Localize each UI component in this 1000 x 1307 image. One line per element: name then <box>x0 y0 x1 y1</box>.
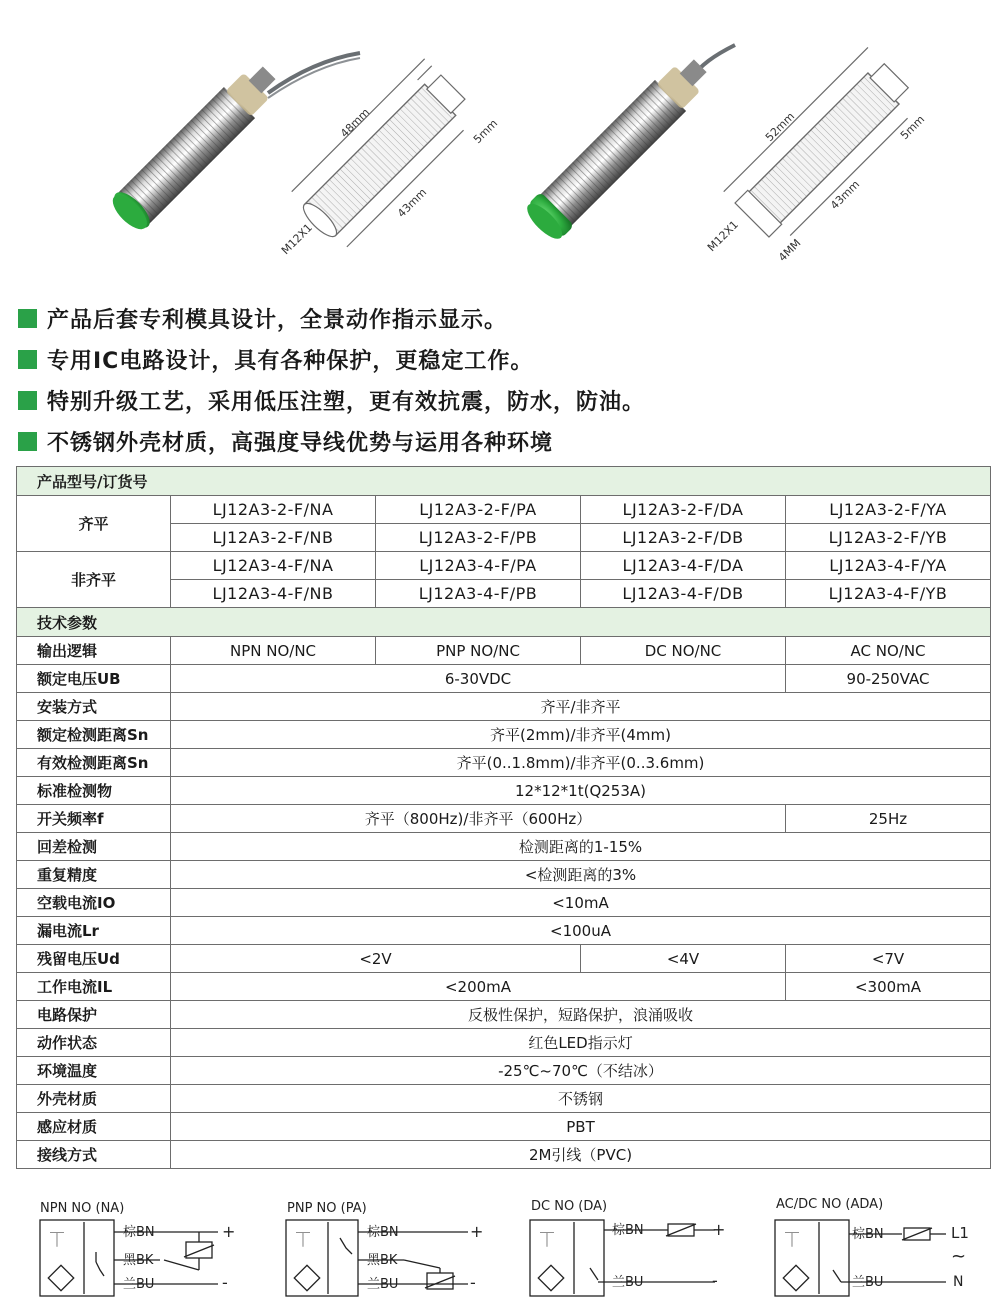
row-label: 回差检测 <box>17 833 171 861</box>
row-label: 动作状态 <box>17 1029 171 1057</box>
dim-cap-nonflush: 5mm <box>897 112 928 143</box>
wiring-acdc <box>775 1197 969 1296</box>
feature-item <box>18 380 978 421</box>
feature-text: 特别升级工艺，采用低压注塑，更有效抗震，防水，防油。 <box>47 390 646 415</box>
value-cell: <200mA <box>171 973 786 1001</box>
value-cell: <100uA <box>171 917 991 945</box>
svg-text:⏉: ⏉ <box>540 1233 554 1249</box>
wiring-title: PNP NO (PA) <box>287 1201 367 1216</box>
value-cell: 12*12*1t(Q253A) <box>171 777 991 805</box>
wiring-diagrams <box>0 1190 1000 1307</box>
svg-text:⏉: ⏉ <box>785 1233 799 1249</box>
model-cell: LJ12A3-2-F/YB <box>786 524 991 552</box>
dim-thread-flush: M12X1 <box>278 221 316 258</box>
terminal-label: + <box>712 1220 726 1239</box>
dim-body-flush: 43mm <box>394 185 430 221</box>
row-label: 外壳材质 <box>17 1085 171 1113</box>
svg-text:⏉: ⏉ <box>50 1233 64 1249</box>
terminal-label: + <box>470 1222 484 1241</box>
model-cell: LJ12A3-2-F/PA <box>376 496 581 524</box>
feature-item <box>18 339 978 380</box>
model-cell: LJ12A3-4-F/DA <box>581 552 786 580</box>
wire-label: 黑BK <box>367 1253 398 1268</box>
row-label: 有效检测距离Sn <box>17 749 171 777</box>
value-cell: -25℃~70℃（不结冰） <box>171 1057 991 1085</box>
wiring-dc <box>530 1199 725 1296</box>
value-cell: <7V <box>786 945 991 973</box>
dim-head-nonflush: 4MM <box>775 236 804 265</box>
terminal-label: + <box>222 1222 236 1241</box>
wiring-npn <box>40 1201 235 1296</box>
green-square-bullet-icon <box>18 350 37 369</box>
wire-label: 兰BU <box>367 1277 399 1292</box>
value-cell: 不锈钢 <box>171 1085 991 1113</box>
model-cell: LJ12A3-4-F/YB <box>786 580 991 608</box>
value-cell: <10mA <box>171 889 991 917</box>
wiring-title: AC/DC NO (ADA) <box>776 1197 884 1212</box>
row-label: 感应材质 <box>17 1113 171 1141</box>
green-square-bullet-icon <box>18 309 37 328</box>
terminal-label: - <box>712 1271 718 1290</box>
terminal-label: ~ <box>951 1246 967 1267</box>
model-cell: LJ12A3-4-F/NA <box>171 552 376 580</box>
feature-text: 不锈钢外壳材质，高强度导线优势与运用各种环境 <box>47 431 554 456</box>
wire-label: 棕BN <box>612 1223 644 1238</box>
wire-label: 黑BK <box>123 1253 154 1268</box>
spec-table <box>16 466 991 1169</box>
dim-cap-flush: 5mm <box>470 116 501 147</box>
value-cell: <2V <box>171 945 581 973</box>
wire-label: 棕BN <box>852 1227 884 1242</box>
row-label: 额定电压UB <box>17 665 171 693</box>
sensor-nonflush-photo <box>521 45 735 245</box>
sensor-box <box>775 1220 849 1296</box>
wire-label: 棕BN <box>367 1225 399 1240</box>
flush-label: 齐平 <box>17 496 171 552</box>
row-label: 电路保护 <box>17 1001 171 1029</box>
terminal-label: L1 <box>951 1224 969 1242</box>
row-label: 工作电流IL <box>17 973 171 1001</box>
dim-body-nonflush: 43mm <box>827 177 863 213</box>
product-images <box>0 0 1000 290</box>
value-cell: 25Hz <box>786 805 991 833</box>
value-cell: 齐平(2mm)/非齐平(4mm) <box>171 721 991 749</box>
feature-text: 产品后套专利模具设计，全景动作指示显示。 <box>47 308 508 333</box>
row-label: 残留电压Ud <box>17 945 171 973</box>
green-square-bullet-icon <box>18 432 37 451</box>
row-label: 安装方式 <box>17 693 171 721</box>
row-label: 输出逻辑 <box>17 637 171 665</box>
row-label: 接线方式 <box>17 1141 171 1169</box>
dim-length-nonflush: 52mm <box>762 109 798 145</box>
value-cell: <检测距离的3% <box>171 861 991 889</box>
model-cell: LJ12A3-4-F/PA <box>376 552 581 580</box>
value-cell: <300mA <box>786 973 991 1001</box>
value-cell: AC NO/NC <box>786 637 991 665</box>
value-cell: 齐平/非齐平 <box>171 693 991 721</box>
wiring-title: NPN NO (NA) <box>40 1201 125 1216</box>
feature-item <box>18 298 978 339</box>
value-cell: 齐平（800Hz)/非齐平（600Hz） <box>171 805 786 833</box>
sensor-nonflush-drawing <box>724 47 923 246</box>
model-cell: LJ12A3-2-F/PB <box>376 524 581 552</box>
dim-thread-nonflush: M12X1 <box>704 218 742 255</box>
row-label: 额定检测距离Sn <box>17 721 171 749</box>
sensor-flush-drawing <box>286 59 480 253</box>
nonflush-label: 非齐平 <box>17 552 171 608</box>
model-cell: LJ12A3-2-F/YA <box>786 496 991 524</box>
terminal-label: - <box>470 1273 476 1292</box>
model-cell: LJ12A3-4-F/YA <box>786 552 991 580</box>
terminal-label: - <box>222 1273 228 1292</box>
wire-label: 兰BU <box>852 1275 884 1290</box>
terminal-label: N <box>953 1274 964 1290</box>
model-cell: LJ12A3-2-F/NA <box>171 496 376 524</box>
wire-label: 兰BU <box>612 1275 644 1290</box>
wiring-title: DC NO (DA) <box>531 1199 608 1214</box>
model-cell: LJ12A3-4-F/PB <box>376 580 581 608</box>
model-cell: LJ12A3-2-F/DA <box>581 496 786 524</box>
wire-label: 兰BU <box>123 1277 155 1292</box>
feature-list <box>18 298 978 462</box>
model-cell: LJ12A3-4-F/NB <box>171 580 376 608</box>
model-cell: LJ12A3-4-F/DB <box>581 580 786 608</box>
value-cell: 齐平(0..1.8mm)/非齐平(0..3.6mm) <box>171 749 991 777</box>
value-cell: 90-250VAC <box>786 665 991 693</box>
value-cell: PNP NO/NC <box>376 637 581 665</box>
value-cell: 6-30VDC <box>171 665 786 693</box>
sensor-box <box>530 1220 604 1296</box>
value-cell: DC NO/NC <box>581 637 786 665</box>
value-cell: PBT <box>171 1113 991 1141</box>
value-cell: 2M引线（PVC) <box>171 1141 991 1169</box>
feature-text: 专用IC电路设计，具有各种保护，更稳定工作。 <box>47 349 534 374</box>
section-params: 技术参数 <box>17 608 991 637</box>
row-label: 标准检测物 <box>17 777 171 805</box>
value-cell: <4V <box>581 945 786 973</box>
sensor-box <box>40 1220 114 1296</box>
model-cell: LJ12A3-2-F/NB <box>171 524 376 552</box>
row-label: 漏电流Lr <box>17 917 171 945</box>
svg-text:⏉: ⏉ <box>296 1233 310 1249</box>
section-models: 产品型号/订货号 <box>17 467 991 496</box>
row-label: 空载电流IO <box>17 889 171 917</box>
value-cell: 红色LED指示灯 <box>171 1029 991 1057</box>
sensor-box <box>286 1220 358 1296</box>
row-label: 环境温度 <box>17 1057 171 1085</box>
value-cell: 检测距离的1-15% <box>171 833 991 861</box>
row-label: 开关频率f <box>17 805 171 833</box>
value-cell: 反极性保护，短路保护，浪涌吸收 <box>171 1001 991 1029</box>
value-cell: NPN NO/NC <box>171 637 376 665</box>
dim-length-flush: 48mm <box>337 105 373 141</box>
row-label: 重复精度 <box>17 861 171 889</box>
model-cell: LJ12A3-2-F/DB <box>581 524 786 552</box>
feature-item <box>18 421 978 462</box>
wire-label: 棕BN <box>123 1225 155 1240</box>
wiring-pnp <box>286 1201 483 1296</box>
green-square-bullet-icon <box>18 391 37 410</box>
